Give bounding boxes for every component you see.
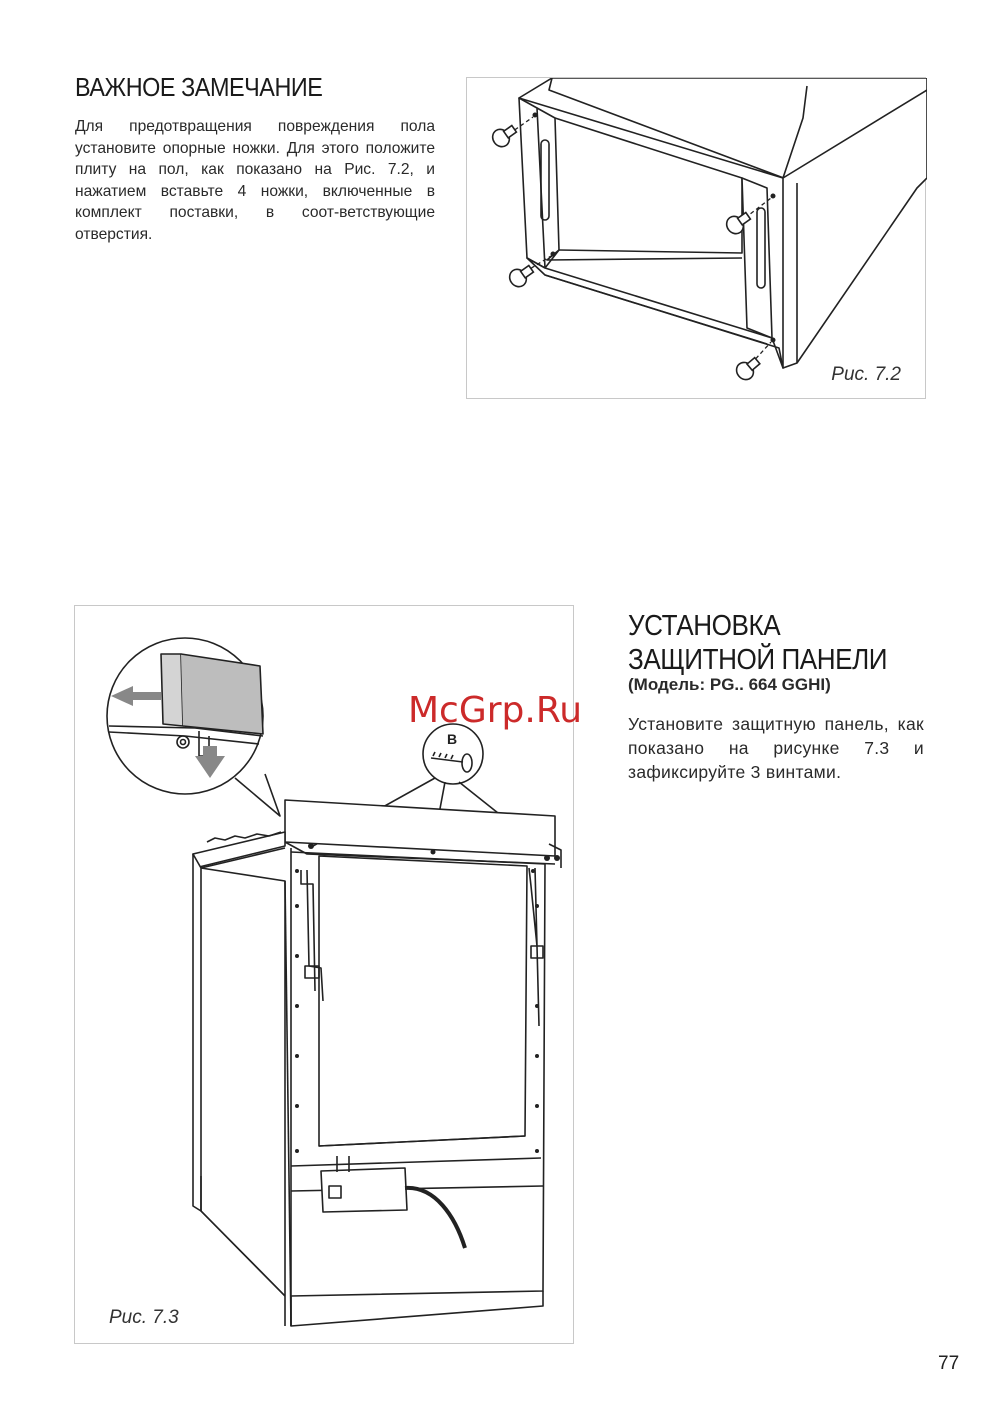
install-panel-text: Установите защитную панель, как показано на рисунке 7.3 и зафиксируйте 3 винтами. [628,714,924,782]
callout-letter: B [447,731,458,747]
stove-base-feet-illustration [467,78,927,400]
important-note-title: ВАЖНОЕ ЗАМЕЧАНИЕ [75,72,323,102]
figure-7-2-caption: Рис. 7.2 [831,364,901,385]
important-note-text: Для предотвращения повреждения пола установите опорные ножки. Для этого положите плиту на пол, как показано на Рис. 7.2, и нажатием вставьте 4 ножки, включенные в комплект поставки, в соот-ветствующие отверстия. [75,118,435,243]
install-panel-title: УСТАНОВКА ЗАЩИТНОЙ ПАНЕЛИ [628,610,888,676]
watermark-logo: McGrp.Ru [408,690,583,731]
figure-7-3-caption: Рис. 7.3 [109,1307,179,1328]
install-panel-model: (Модель: PG.. 664 GGHI) [628,675,831,694]
figure-7-2 [466,77,926,399]
page-number: 77 [938,1353,960,1374]
